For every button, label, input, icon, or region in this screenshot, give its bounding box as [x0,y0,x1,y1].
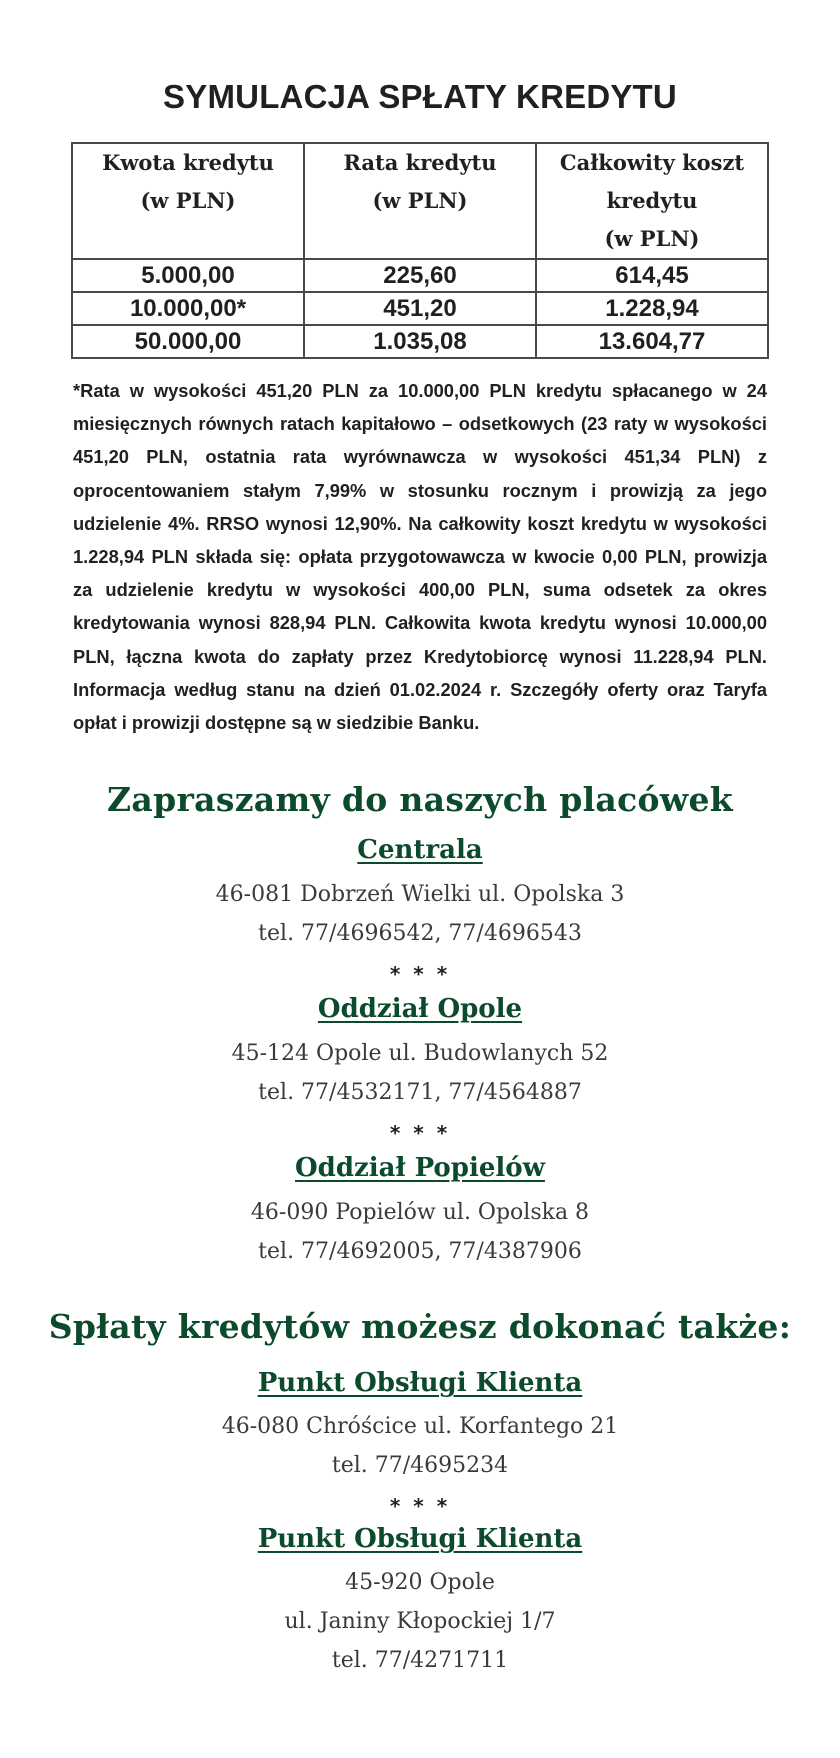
cell-total-cost: 1.228,94 [536,292,768,325]
cell-total-cost: 13.604,77 [536,325,768,358]
table-row [72,325,768,358]
header-loan-amount [72,143,304,259]
header-installment [304,143,536,259]
branch-phone: tel. 77/4532171, 77/4564887 [258,1080,582,1105]
header-line: (w PLN) [604,226,700,251]
service-point-address: 46-080 Chróścice ul. Korfantego 21 [221,1414,619,1439]
separator: * * * [389,1494,451,1518]
service-point-street: ul. Janiny Kłopockiej 1/7 [284,1609,556,1634]
branch-address: 46-081 Dobrzeń Wielki ul. Opolska 3 [215,882,625,907]
cell-total-cost: 614,45 [536,259,768,292]
cell-loan-amount: 10.000,00* [72,292,304,325]
page-title: SYMULACJA SPŁATY KREDYTU [163,78,677,115]
cell-installment: 225,60 [304,259,536,292]
branch-address: 46-090 Popielów ul. Opolska 8 [250,1200,590,1225]
branch-name: Oddział Opole [317,994,523,1024]
table-row [72,259,768,292]
cell-installment: 451,20 [304,292,536,325]
header-line: (w PLN) [140,188,236,213]
separator: * * * [389,1121,451,1145]
service-point-name: Punkt Obsługi Klienta [257,1524,583,1554]
service-point-address: 45-920 Opole [345,1570,495,1595]
footnote-text: *Rata w wysokości 451,20 PLN za 10.000,00 PLN kredytu spłacanego w 24 miesięcznych równych ratach kapitałowo – odsetkowych (23 raty w wysokości 451,20 PLN, ostatnia rata wyrównawcza w wysokości 451,34 PLN) z oprocentowaniem stałym 7,99% w stosunku rocznym i prowizją za jego udzielenie 4%. RRSO wynosi 12,90%. Na całkowity koszt kredytu w wysokości 1.228,94 PLN składa się: opłata przygotowawcza w kwocie 0,00 PLN, prowizja za udzielenie kredytu w wysokości 400,00 PLN, suma odsetek za okres kredytowania wynosi 828,94 PLN. Całkowita kwota kredytu wynosi 10.000,00 PLN, łączna kwota do zapłaty przez Kredytobiorcę wynosi 11.228,94 PLN. Informacja według stanu na dzień 01.02.2024 r. Szczegóły oferty oraz Taryfa opłat i prowizji dostępne są w siedzibie Banku. [73,380,767,734]
branch-phone: tel. 77/4692005, 77/4387906 [258,1239,582,1264]
header-line: Kwota kredytu [102,150,274,175]
header-line: (w PLN) [372,188,468,213]
table-header-row [72,143,768,259]
invite-heading: Zapraszamy do naszych placówek [107,780,733,819]
credit-simulation-table [71,142,769,359]
branch-phone: tel. 77/4696542, 77/4696543 [258,921,582,946]
header-line: kredytu [606,188,698,213]
branch-address: 45-124 Opole ul. Budowlanych 52 [231,1041,609,1066]
header-line: Rata kredytu [343,150,497,175]
repay-heading: Spłaty kredytów możesz dokonać także: [48,1307,792,1346]
service-point-name: Punkt Obsługi Klienta [257,1368,583,1398]
cell-loan-amount: 50.000,00 [72,325,304,358]
header-line: Całkowity koszt [559,150,745,175]
branch-name: Oddział Popielów [295,1153,545,1183]
header-total-cost [536,143,768,259]
cell-loan-amount: 5.000,00 [72,259,304,292]
branch-name: Centrala [357,835,483,865]
cell-installment: 1.035,08 [304,325,536,358]
separator: * * * [389,962,451,986]
service-point-phone: tel. 77/4695234 [331,1453,509,1478]
table-row [72,292,768,325]
service-point-phone: tel. 77/4271711 [331,1648,509,1673]
